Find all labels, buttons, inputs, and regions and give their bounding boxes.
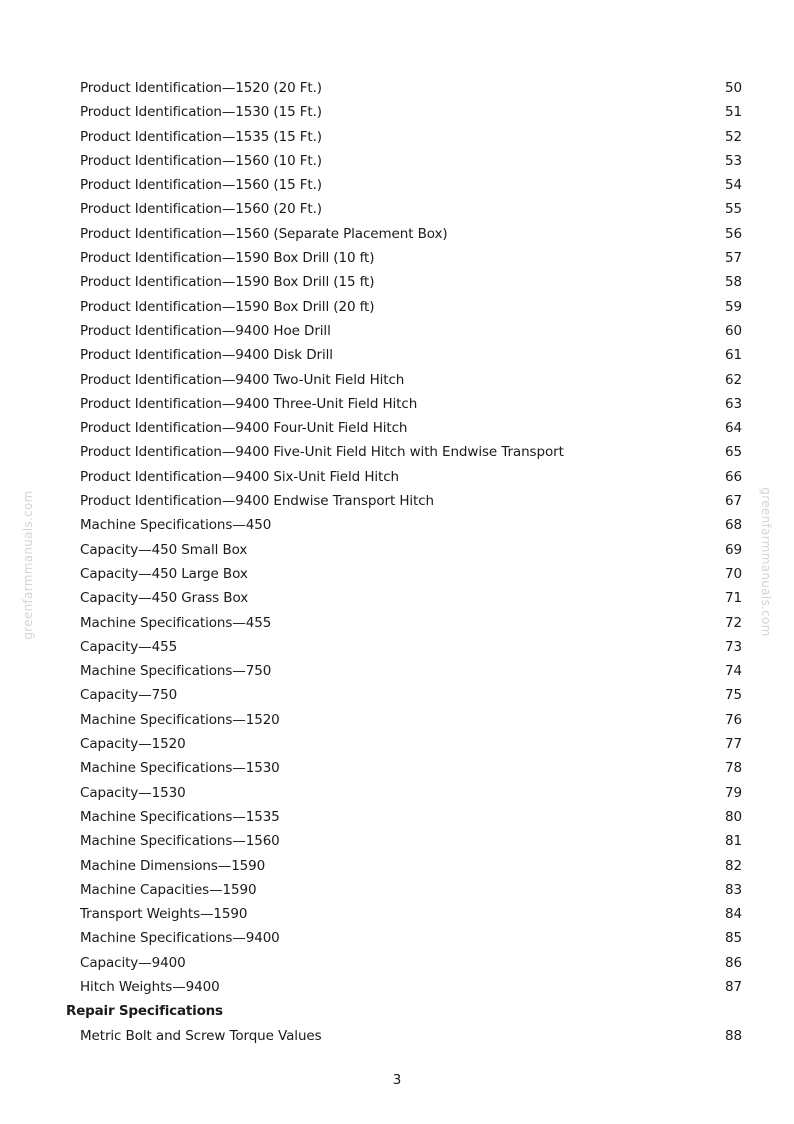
toc-entry-page-number: 60 [725, 322, 742, 339]
watermark-left: greenfarmmanuals.com [21, 490, 35, 640]
toc-entry[interactable] [0, 197, 794, 221]
toc-entry[interactable] [0, 222, 794, 246]
watermark-right: greenfarmmanuals.com [759, 487, 773, 637]
toc-entry-title: Machine Specifications—750 [80, 663, 272, 680]
toc-entry-page-number: 52 [725, 128, 742, 145]
toc-entry[interactable] [0, 562, 794, 586]
toc-entry[interactable] [0, 902, 794, 926]
toc-entry[interactable] [0, 392, 794, 416]
toc-entry[interactable] [0, 781, 794, 805]
toc-entry-title: Machine Capacities—1590 [80, 881, 257, 898]
toc-entry-title: Product Identification—1560 (Separate Placement Box) [80, 225, 448, 242]
toc-entry-page-number: 58 [725, 274, 742, 291]
toc-entry[interactable] [0, 246, 794, 270]
toc-entry-page-number: 78 [725, 760, 742, 777]
toc-entry-title: Capacity—1520 [80, 736, 186, 753]
toc-entry[interactable] [0, 368, 794, 392]
toc-entry[interactable] [0, 489, 794, 513]
toc-entry-title: Product Identification—9400 Endwise Transport Hitch [80, 493, 435, 510]
toc-entry-title: Machine Specifications—1530 [80, 760, 280, 777]
toc-entry[interactable] [0, 659, 794, 683]
toc-entry-page-number: 85 [725, 930, 742, 947]
page-number: 3 [392, 1072, 402, 1088]
toc-entry-page-number: 68 [725, 517, 742, 534]
toc-entry-title: Product Identification—9400 Disk Drill [80, 347, 333, 364]
toc-entry-title: Product Identification—1520 (20 Ft.) [80, 80, 322, 96]
toc-entry-title: Product Identification—1590 Box Drill (10 ft) [80, 250, 375, 267]
toc-entry[interactable] [0, 125, 794, 149]
toc-entry-page-number: 70 [725, 565, 742, 582]
toc-entry[interactable] [0, 440, 794, 464]
toc-entry-title: Capacity—9400 [80, 954, 186, 971]
toc-entry-page-number: 76 [725, 711, 742, 728]
toc-entry[interactable] [0, 416, 794, 440]
toc-entry[interactable] [0, 611, 794, 635]
toc-entry-page-number: 63 [725, 395, 742, 412]
toc-entry-title: Capacity—450 Large Box [80, 565, 248, 582]
table-of-contents [0, 76, 794, 1048]
toc-entry-page-number: 82 [725, 857, 742, 874]
toc-entry-title: Machine Specifications—9400 [80, 930, 280, 947]
toc-entry-title: Product Identification—1560 (15 Ft.) [80, 177, 322, 194]
toc-entry[interactable] [0, 975, 794, 999]
toc-entry[interactable] [0, 173, 794, 197]
toc-entry-page-number: 50 [725, 80, 742, 96]
toc-section-heading[interactable] [0, 999, 794, 1023]
toc-entry-title: Product Identification—9400 Hoe Drill [80, 322, 331, 339]
toc-entry-page-number: 83 [725, 881, 742, 898]
toc-entry[interactable] [0, 854, 794, 878]
toc-entry-page-number: 86 [725, 954, 742, 971]
toc-entry-title: Product Identification—9400 Six-Unit Field Hitch [80, 468, 399, 485]
toc-entry-page-number: 51 [725, 104, 742, 121]
toc-entry-title: Product Identification—1590 Box Drill (20 ft) [80, 298, 375, 315]
toc-entry-page-number: 67 [725, 493, 742, 510]
toc-entry-page-number: 87 [725, 978, 742, 995]
toc-entry[interactable] [0, 1024, 794, 1048]
toc-entry-page-number: 88 [725, 1027, 742, 1044]
toc-entry-page-number: 66 [725, 468, 742, 485]
toc-entry-title: Product Identification—1560 (20 Ft.) [80, 201, 322, 218]
toc-entry[interactable] [0, 926, 794, 950]
toc-entry-page-number: 64 [725, 420, 742, 437]
toc-entry-title: Product Identification—9400 Four-Unit Field Hitch [80, 420, 408, 437]
toc-entry[interactable] [0, 586, 794, 610]
toc-entry-page-number: 55 [725, 201, 742, 218]
toc-entry-page-number: 53 [725, 152, 742, 169]
toc-entry[interactable] [0, 100, 794, 124]
toc-entry-title: Capacity—450 Small Box [80, 541, 248, 558]
toc-entry-page-number: 62 [725, 371, 742, 388]
toc-entry-page-number: 56 [725, 225, 742, 242]
toc-entry[interactable] [0, 805, 794, 829]
toc-entry-page-number: 54 [725, 177, 742, 194]
toc-entry-title: Transport Weights—1590 [80, 906, 248, 923]
toc-section-heading-label: Repair Specifications [66, 1003, 223, 1020]
toc-entry-page-number: 72 [725, 614, 742, 631]
toc-entry-title: Product Identification—9400 Three-Unit Field Hitch [80, 395, 418, 412]
toc-entry-title: Metric Bolt and Screw Torque Values [80, 1027, 322, 1044]
toc-entry-title: Capacity—750 [80, 687, 178, 704]
toc-entry-page-number: 81 [725, 833, 742, 850]
toc-entry-page-number: 65 [725, 444, 742, 461]
toc-entry[interactable] [0, 295, 794, 319]
toc-entry-page-number: 71 [725, 590, 742, 607]
toc-entry[interactable] [0, 683, 794, 707]
toc-entry-title: Machine Specifications—1520 [80, 711, 280, 728]
toc-entries-group-repair [0, 1024, 794, 1048]
toc-entry[interactable] [0, 465, 794, 489]
toc-entry[interactable] [0, 149, 794, 173]
toc-entry[interactable] [0, 635, 794, 659]
toc-entry[interactable] [0, 708, 794, 732]
toc-entry[interactable] [0, 732, 794, 756]
toc-entry-page-number: 69 [725, 541, 742, 558]
toc-entry-title: Product Identification—1560 (10 Ft.) [80, 152, 322, 169]
toc-entry[interactable] [0, 878, 794, 902]
toc-entry[interactable] [0, 343, 794, 367]
toc-entry[interactable] [0, 538, 794, 562]
toc-entry[interactable] [0, 319, 794, 343]
toc-entry-title: Capacity—450 Grass Box [80, 590, 249, 607]
toc-entry[interactable] [0, 829, 794, 853]
toc-entry-page-number: 75 [725, 687, 742, 704]
toc-entry-page-number: 77 [725, 736, 742, 753]
toc-entry-page-number: 79 [725, 784, 742, 801]
toc-entry-page-number: 80 [725, 808, 742, 825]
toc-entry-title: Product Identification—1535 (15 Ft.) [80, 128, 322, 145]
toc-entry-title: Machine Dimensions—1590 [80, 857, 266, 874]
toc-entry[interactable] [0, 76, 794, 100]
toc-entry[interactable] [0, 513, 794, 537]
toc-entry-title: Product Identification—1530 (15 Ft.) [80, 104, 322, 121]
toc-entry-page-number: 61 [725, 347, 742, 364]
toc-entry[interactable] [0, 756, 794, 780]
toc-entry[interactable] [0, 270, 794, 294]
toc-entry-page-number: 73 [725, 638, 742, 655]
toc-entry-page-number: 74 [725, 663, 742, 680]
toc-entry-title: Machine Specifications—1535 [80, 808, 280, 825]
toc-entry-title: Hitch Weights—9400 [80, 978, 220, 995]
toc-entry-title: Machine Specifications—455 [80, 614, 272, 631]
toc-entry-title: Capacity—455 [80, 638, 178, 655]
toc-entry-page-number: 84 [725, 906, 742, 923]
toc-entry-page-number: 57 [725, 250, 742, 267]
toc-entry-title: Machine Specifications—450 [80, 517, 272, 534]
toc-entry-title: Product Identification—9400 Five-Unit Field Hitch with Endwise Transport [80, 444, 564, 461]
toc-entry-title: Product Identification—1590 Box Drill (15 ft) [80, 274, 375, 291]
toc-entry-title: Machine Specifications—1560 [80, 833, 280, 850]
toc-entry-title: Capacity—1530 [80, 784, 186, 801]
toc-entry-title: Product Identification—9400 Two-Unit Field Hitch [80, 371, 405, 388]
toc-entry[interactable] [0, 951, 794, 975]
toc-entry-page-number: 59 [725, 298, 742, 315]
toc-entries-group [0, 76, 794, 999]
